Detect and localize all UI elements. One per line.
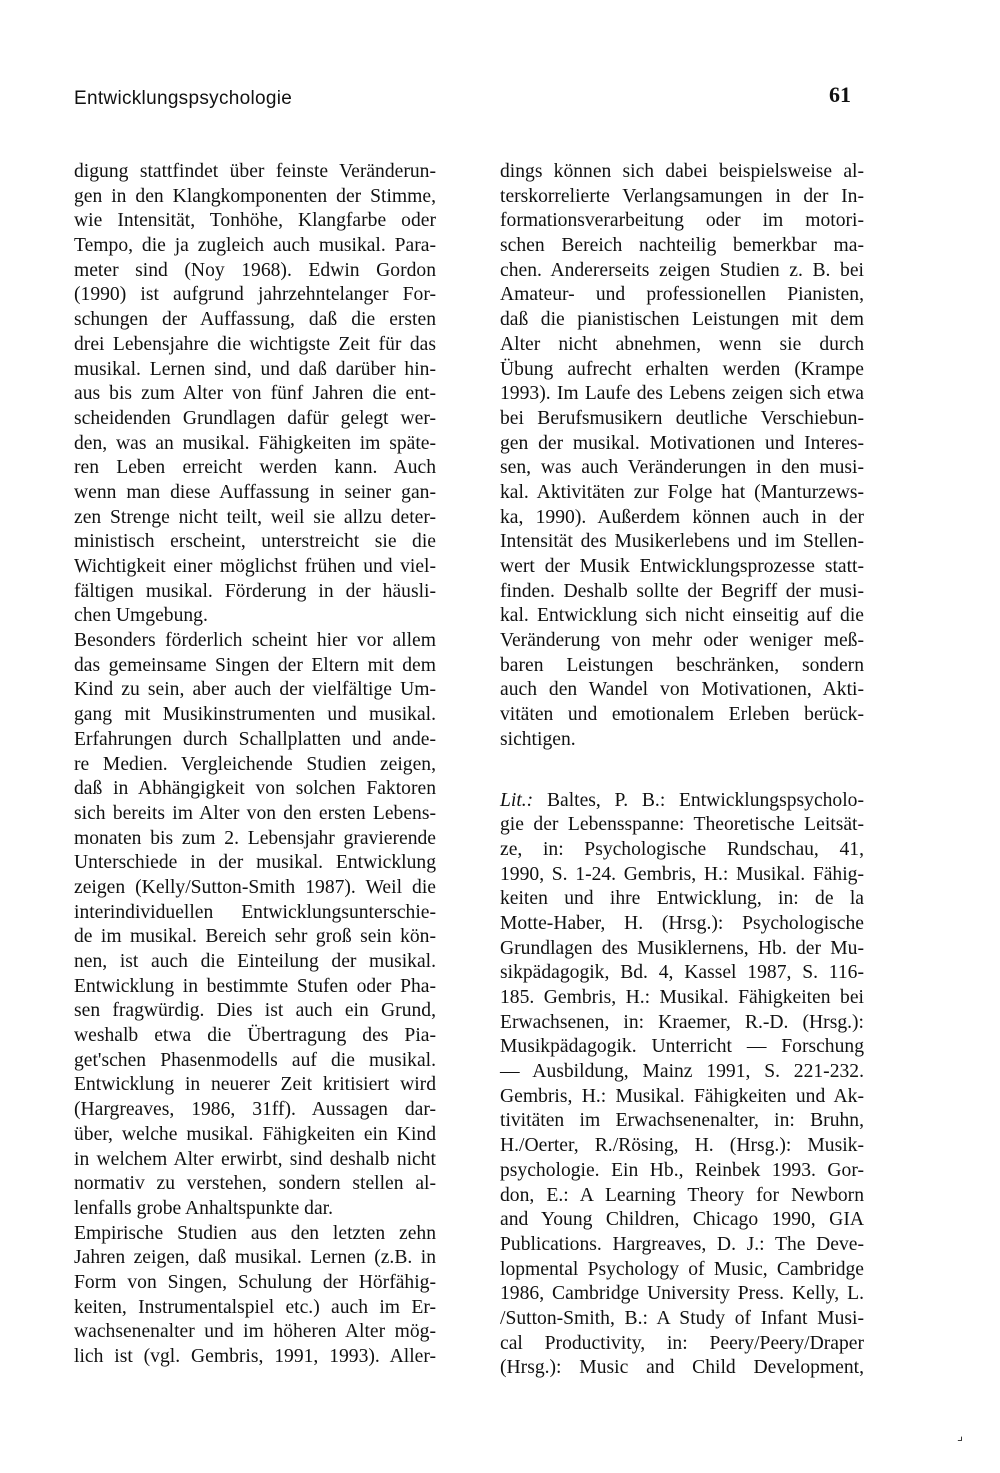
literature-line: (Hrsg.): Music and Child Development, xyxy=(500,1357,864,1379)
left-text-line: Entwicklung in neuerer Zeit kritisiert wird xyxy=(74,1074,436,1096)
left-text-line: nen, ist auch die Einteilung der musikal. xyxy=(74,951,436,972)
literature-section xyxy=(500,789,864,1382)
right-text-line: 1993). Im Laufe des Lebens zeigen sich etwa xyxy=(500,383,864,405)
right-text-line: Alter nicht abnehmen, wenn sie durch xyxy=(500,333,864,355)
running-header-title: Entwicklungspsychologie xyxy=(74,88,293,109)
literature-line: keiten und ihre Entwicklung, in: de la xyxy=(500,888,864,910)
literature-line: 185. Gembris, H.: Musikal. Fähigkeiten bei xyxy=(500,987,864,1008)
left-text-line: fältigen musikal. Förderung in der häusli- xyxy=(74,580,436,602)
right-text-line: Veränderung von mehr oder weniger meß- xyxy=(500,630,864,652)
left-text-line: gang mit Musikinstrumenten und musikal. xyxy=(74,704,436,726)
right-text-line: wert der Musik Entwicklungsprozesse statt- xyxy=(500,556,864,577)
left-text-line: wie Intensität, Tonhöhe, Klangfarbe oder xyxy=(74,210,436,232)
left-text-line: den, was an musikal. Fähigkeiten im späte- xyxy=(74,432,436,454)
right-text-line: kal. Entwicklung sich nicht einseitig auf die xyxy=(500,605,864,627)
right-text-line: terskorrelierte Verlangsamungen in der In- xyxy=(500,185,864,207)
right-text-line: bei Berufsmusikern deutliche Verschiebun- xyxy=(500,407,864,429)
left-text-line: normativ zu verstehen, sondern stellen al- xyxy=(74,1173,436,1195)
right-text-line: gen der musikal. Motivationen und Interes- xyxy=(500,432,864,454)
left-text-line: Form von Singen, Schulung der Hörfähig- xyxy=(74,1271,436,1293)
right-text-line: Amateur- und professionellen Pianisten, xyxy=(500,284,864,306)
right-text-line: schen Bereich nachteilig bemerkbar ma- xyxy=(500,235,864,257)
left-text-line: Entwicklung in bestimmte Stufen oder Pha- xyxy=(74,975,436,997)
right-text-line: auch den Wandel von Motivationen, Akti- xyxy=(500,679,864,701)
left-text-line: in welchem Alter erwirbt, sind deshalb nicht xyxy=(74,1148,436,1170)
left-text-line: Empirische Studien aus den letzten zehn xyxy=(74,1222,436,1244)
left-text-line: digung stattfindet über feinste Veränderun- xyxy=(74,161,436,182)
right-text-line: Intensität des Musikerlebens und im Stellen- xyxy=(500,531,864,553)
literature-line: and Young Children, Chicago 1990, GIA xyxy=(500,1209,864,1231)
literature-line: Grundlagen des Musiklernens, Hb. der Mu- xyxy=(500,937,864,959)
left-text-line: zeigen (Kelly/Sutton-Smith 1987). Weil die xyxy=(74,876,436,898)
left-text-line: sen fragwürdig. Dies ist auch ein Grund, xyxy=(74,1000,436,1022)
left-text-line: wachsenenalter und im höheren Alter mög- xyxy=(74,1321,436,1343)
left-text-line: Tempo, die ja zugleich auch musikal. Para- xyxy=(74,235,436,257)
literature-line: — Ausbildung, Mainz 1991, S. 221-232. xyxy=(500,1061,864,1083)
right-body-text xyxy=(500,160,864,753)
paragraph-gap xyxy=(500,753,864,789)
left-text-line: re Medien. Vergleichende Studien zeigen, xyxy=(74,753,436,775)
left-text-line: Besonders förderlich scheint hier vor allem xyxy=(74,630,436,652)
left-text-line: get'schen Phasenmodells auf die musikal. xyxy=(74,1049,436,1071)
left-text-column xyxy=(74,160,436,1370)
left-text-line: musikal. Lernen sind, und daß darüber hin- xyxy=(74,358,436,380)
literature-line: Gembris, H.: Musikal. Fähigkeiten und Ak- xyxy=(500,1085,864,1107)
literature-line: cal Productivity, in: Peery/Peery/Draper xyxy=(500,1332,864,1354)
right-text-line: Übung aufrecht erhalten werden (Krampe xyxy=(500,358,864,380)
left-text-line: Jahren zeigen, daß musikal. Lernen (z.B. in xyxy=(74,1247,436,1269)
left-text-line: weshalb etwa die Übertragung des Pia- xyxy=(74,1025,436,1047)
left-text-line: monaten bis zum 2. Lebensjahr gravierende xyxy=(74,827,436,849)
left-text-line: drei Lebensjahre die wichtigste Zeit für das xyxy=(74,333,436,355)
left-text-line: interindividuellen Entwicklungsunterschie- xyxy=(74,901,436,923)
literature-line: Motte-Haber, H. (Hrsg.): Psychologische xyxy=(500,912,864,934)
page-number: 61 xyxy=(829,82,851,107)
left-text-line: daß in Abhängigkeit von solchen Faktoren xyxy=(74,778,436,800)
literature-line: /Sutton-Smith, B.: A Study of Infant Musi- xyxy=(500,1307,864,1329)
literature-line: 1990, S. 1-24. Gembris, H.: Musikal. Fähig- xyxy=(500,863,864,885)
literature-label: Lit.: xyxy=(500,789,534,811)
literature-line: gie der Lebensspanne: Theoretische Leitsät- xyxy=(500,814,864,836)
right-text-line: sichtigen. xyxy=(500,728,576,750)
left-text-line: chen Umgebung. xyxy=(74,605,208,627)
right-text-line: vitäten und emotionalem Erleben berück- xyxy=(500,704,864,726)
right-text-line: sen, was auch Veränderungen in den musi- xyxy=(500,457,864,479)
right-text-line: ka, 1990). Außerdem können auch in der xyxy=(500,506,864,528)
right-text-line: baren Leistungen beschränken, sondern xyxy=(500,654,864,676)
corner-scan-mark: ⌟ xyxy=(957,1428,964,1443)
left-text-line: über, welche musikal. Fähigkeiten ein Kind xyxy=(74,1123,436,1145)
left-text-line: Unterschiede in der musikal. Entwicklung xyxy=(74,852,436,874)
left-text-line: Wichtigkeit einer möglichst frühen und viel- xyxy=(74,556,436,577)
right-text-line: dings können sich dabei beispielsweise al- xyxy=(500,161,864,182)
right-text-line: finden. Deshalb sollte der Begriff der musi- xyxy=(500,580,864,602)
left-text-line: schungen der Auffassung, daß die ersten xyxy=(74,309,436,331)
left-text-line: ministisch erscheint, unterstreicht sie die xyxy=(74,531,436,553)
literature-first-line xyxy=(500,789,864,814)
literature-line: don, E.: A Learning Theory for Newborn xyxy=(500,1184,864,1206)
literature-line: H./Oerter, R./Rösing, H. (Hrsg.): Musik- xyxy=(500,1135,864,1157)
left-text-line: gen in den Klangkomponenten der Stimme, xyxy=(74,185,436,207)
left-text-line: meter sind (Noy 1968). Edwin Gordon xyxy=(74,259,436,281)
literature-line: psychologie. Ein Hb., Reinbek 1993. Gor- xyxy=(500,1159,864,1181)
right-text-line: daß die pianistischen Leistungen mit dem xyxy=(500,309,864,331)
left-text-line: sich bereits im Alter von den ersten Lebens- xyxy=(74,802,436,824)
left-text-line: zen Strenge nicht teilt, weil sie allzu deter- xyxy=(74,506,436,528)
left-text-line: (1990) ist aufgrund jahrzehntelanger For- xyxy=(74,284,436,306)
literature-line: Musikpädagogik. Unterricht — Forschung xyxy=(500,1036,864,1058)
left-text-line: scheidenden Grundlagen dafür gelegt wer- xyxy=(74,407,436,429)
right-text-line: chen. Andererseits zeigen Studien z. B. bei xyxy=(500,259,864,281)
right-text-line: kal. Aktivitäten zur Folge hat (Manturzews- xyxy=(500,481,864,503)
right-text-column xyxy=(500,160,864,1381)
literature-line: lopmental Psychology of Music, Cambridge xyxy=(500,1258,864,1280)
left-text-line: das gemeinsame Singen der Eltern mit dem xyxy=(74,654,436,676)
left-text-line: lenfalls grobe Anhaltspunkte dar. xyxy=(74,1197,334,1219)
literature-line: 1986, Cambridge University Press. Kelly, L. xyxy=(500,1283,864,1305)
literature-line: sikpädagogik, Bd. 4, Kassel 1987, S. 116- xyxy=(500,962,864,984)
literature-line: Erwachsenen, in: Kraemer, R.-D. (Hrsg.): xyxy=(500,1011,864,1033)
left-text-line: wenn man diese Auffassung in seiner gan- xyxy=(74,481,436,503)
left-text-line: aus bis zum Alter von fünf Jahren die ent- xyxy=(74,383,436,405)
literature-first-line-text: Baltes, P. B.: Entwicklungspsycholo- xyxy=(546,789,864,811)
right-text-line: formationsverarbeitung oder im motori- xyxy=(500,210,864,232)
left-text-line: Erfahrungen durch Schallplatten und ande- xyxy=(74,728,436,750)
left-text-line: ren Leben erreicht werden kann. Auch xyxy=(74,457,436,479)
left-text-line: keiten, Instrumentalspiel etc.) auch im Er- xyxy=(74,1296,436,1318)
literature-line: Publications. Hargreaves, D. J.: The Deve- xyxy=(500,1233,864,1255)
literature-line: ze, in: Psychologische Rundschau, 41, xyxy=(500,838,864,860)
left-text-line: Kind zu sein, aber auch der vielfältige Um- xyxy=(74,679,436,701)
left-text-line: lich ist (vgl. Gembris, 1991, 1993). Aller- xyxy=(74,1346,436,1367)
literature-line: tivitäten im Erwachsenenalter, in: Bruhn, xyxy=(500,1110,864,1132)
left-text-line: (Hargreaves, 1986, 31ff). Aussagen dar- xyxy=(74,1099,436,1121)
left-text-line: de im musikal. Bereich sehr groß sein kön- xyxy=(74,926,436,948)
